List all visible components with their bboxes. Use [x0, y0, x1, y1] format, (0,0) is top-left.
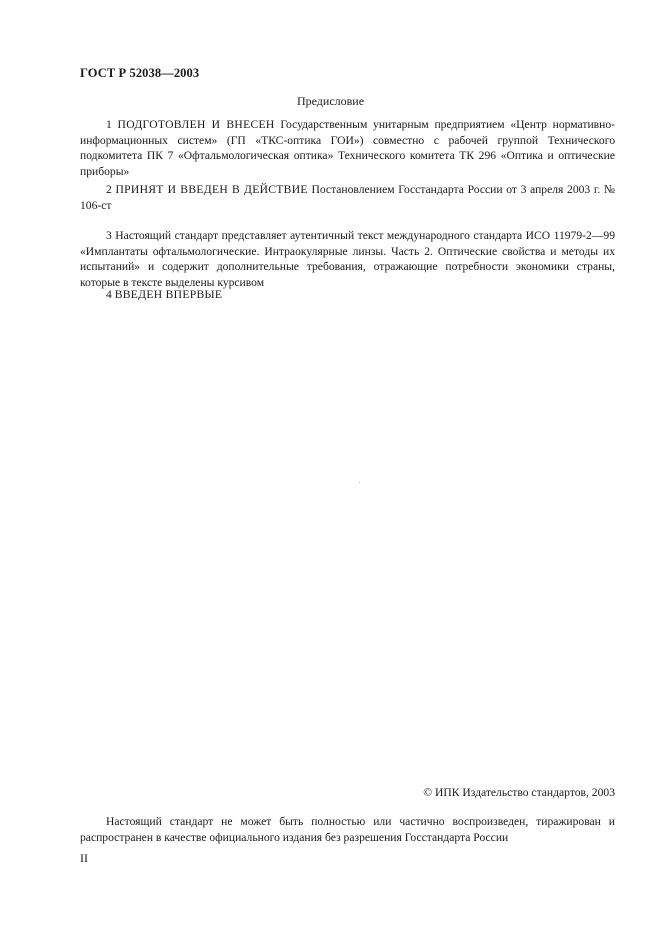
item-caps-heading: ВВЕДЕН ВПЕРВЫЕ	[114, 288, 223, 301]
item-text: Государственным унитарным предприятием «Центр нормативно-информационных систем» (ГП «ТКС-оптика ГОИ») совместно с рабочей группой Технического подкомитета ПК 7 «Офтальмологическая оптика» Технического комитета ТК 296 «Оптика и оптические приборы»	[80, 118, 615, 178]
item-number: 2	[106, 183, 112, 196]
page-number: II	[80, 851, 88, 865]
item-number: 4	[106, 288, 112, 301]
foreword-item-4	[80, 287, 615, 303]
item-caps-heading: ПОДГОТОВЛЕН И ВНЕСЕН	[117, 118, 275, 131]
item-number: 1	[106, 118, 112, 131]
item-text: Настоящий стандарт представляет аутентичный текст международного стандарта ИСО 11979-2—99 «Имплантаты офтальмологические. Интраокулярные линзы. Часть 2. Оптические свойства и методы их испытаний» и содержит дополнительные требования, отражающие потребности экономики страны, которые в тексте выделены курсивом	[80, 229, 615, 289]
reproduction-notice: Настоящий стандарт не может быть полностью или частично воспроизведен, тиражирован и распространен в качестве официального издания без разрешения Госстандарта России	[80, 815, 615, 844]
item-caps-heading: ПРИНЯТ И ВВЕДЕН В ДЕЙСТВИЕ	[115, 183, 308, 196]
item-text: Постановлением Госстандарта России от 3 апреля 2003 г. № 106-ст	[80, 183, 615, 212]
foreword-item-1	[80, 117, 615, 179]
standard-id: ГОСТ Р 52038—2003	[80, 66, 200, 80]
copyright-line: © ИПК Издательство стандартов, 2003	[423, 786, 615, 799]
foreword-title: Предисловие	[296, 94, 365, 108]
item-number: 3	[106, 229, 112, 242]
scan-speck	[359, 482, 360, 483]
foreword-item-2	[80, 182, 615, 213]
foreword-item-3	[80, 228, 615, 290]
